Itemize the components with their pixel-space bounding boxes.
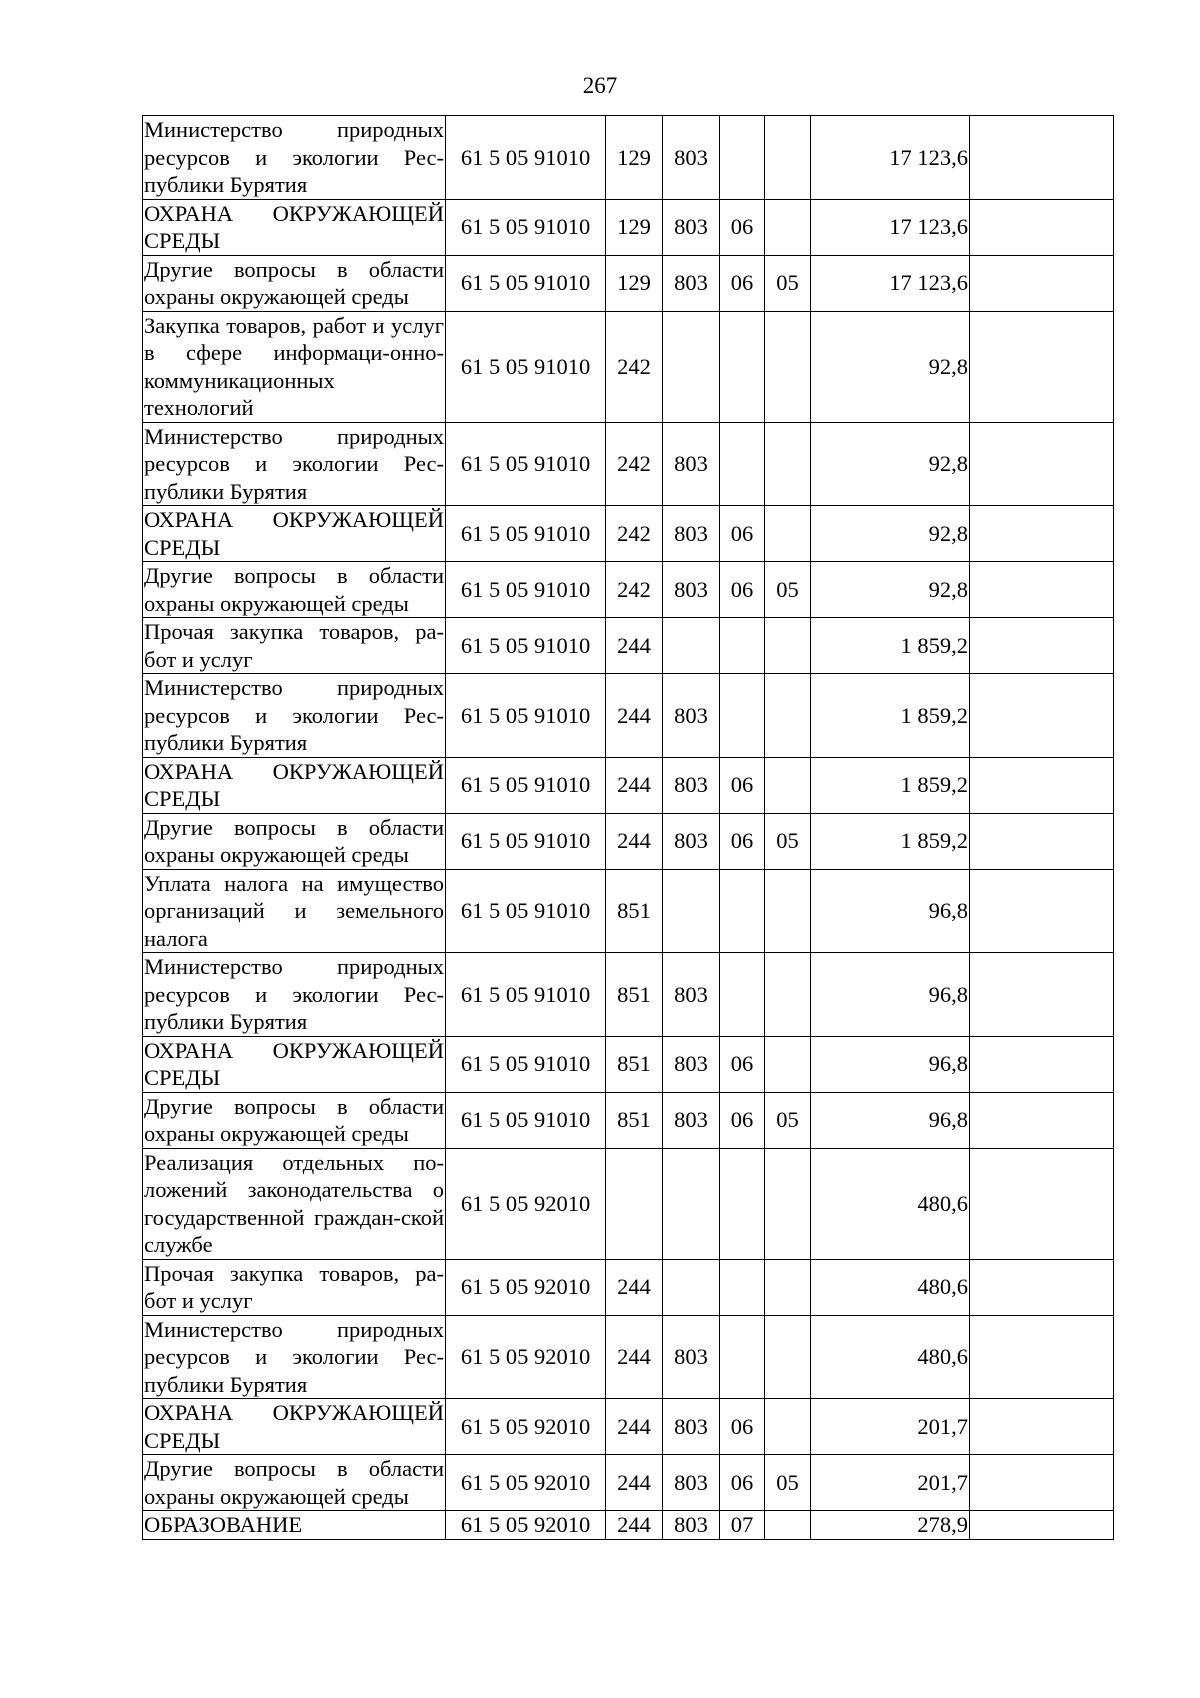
subsection-code-cell (765, 618, 811, 674)
empty-cell (970, 1315, 1114, 1399)
table-row (143, 116, 1114, 200)
row-name-cell: Закупка товаров, работ и услуг в сфере информаци-онно-коммуникационных технологий (144, 312, 444, 420)
section-code-cell: 06 (720, 1455, 765, 1511)
expense-type-cell: 244 (606, 1511, 663, 1540)
target-article-code-cell: 61 5 05 92010 (446, 1148, 606, 1259)
table-row (143, 953, 1114, 1037)
subsection-code-cell (765, 1259, 811, 1315)
row-name-cell: Прочая закупка товаров, ра-бот и услуг (144, 619, 444, 672)
table-row (143, 311, 1114, 422)
expense-type-cell: 851 (606, 1092, 663, 1148)
ministry-code-cell (663, 1148, 720, 1259)
table-row (143, 199, 1114, 255)
table-row (143, 1399, 1114, 1455)
target-article-code-cell: 61 5 05 91010 (446, 422, 606, 506)
row-name-cell: Другие вопросы в области охраны окружающей среды (144, 1456, 444, 1509)
empty-cell (970, 618, 1114, 674)
target-article-code-cell: 61 5 05 92010 (446, 1315, 606, 1399)
subsection-code-cell (765, 1148, 811, 1259)
target-article-code-cell: 61 5 05 91010 (446, 116, 606, 200)
amount-cell: 17 123,6 (811, 199, 970, 255)
section-code-cell: 07 (720, 1511, 765, 1540)
empty-cell (970, 1259, 1114, 1315)
empty-cell (970, 1399, 1114, 1455)
empty-cell (970, 813, 1114, 869)
ministry-code-cell (663, 1259, 720, 1315)
section-code-cell (720, 116, 765, 200)
section-code-cell (720, 311, 765, 422)
section-code-cell: 06 (720, 199, 765, 255)
row-name-cell: ОХРАНА ОКРУЖАЮЩЕЙ СРЕДЫ (144, 1037, 444, 1090)
empty-cell (970, 953, 1114, 1037)
expense-type-cell: 851 (606, 953, 663, 1037)
table-row (143, 813, 1114, 869)
amount-cell: 1 859,2 (811, 618, 970, 674)
section-code-cell (720, 1315, 765, 1399)
subsection-code-cell: 05 (765, 1455, 811, 1511)
target-article-code-cell: 61 5 05 91010 (446, 953, 606, 1037)
target-article-code-cell: 61 5 05 91010 (446, 618, 606, 674)
table-row (143, 1259, 1114, 1315)
expense-type-cell: 244 (606, 1399, 663, 1455)
subsection-code-cell: 05 (765, 255, 811, 311)
empty-cell (970, 1455, 1114, 1511)
row-name-cell: ОХРАНА ОКРУЖАЮЩЕЙ СРЕДЫ (144, 200, 444, 253)
section-code-cell: 06 (720, 1092, 765, 1148)
table-row (143, 562, 1114, 618)
expense-type-cell: 244 (606, 757, 663, 813)
subsection-code-cell: 05 (765, 562, 811, 618)
section-code-cell (720, 618, 765, 674)
subsection-code-cell (765, 1511, 811, 1540)
empty-cell (970, 757, 1114, 813)
subsection-code-cell (765, 311, 811, 422)
section-code-cell: 06 (720, 562, 765, 618)
ministry-code-cell: 803 (663, 757, 720, 813)
empty-cell (970, 506, 1114, 562)
amount-cell: 96,8 (811, 1092, 970, 1148)
expense-type-cell: 242 (606, 562, 663, 618)
subsection-code-cell (765, 116, 811, 200)
ministry-code-cell: 803 (663, 1315, 720, 1399)
budget-table (142, 115, 1114, 1540)
expense-type-cell: 129 (606, 116, 663, 200)
ministry-code-cell: 803 (663, 506, 720, 562)
target-article-code-cell: 61 5 05 91010 (446, 255, 606, 311)
subsection-code-cell (765, 757, 811, 813)
table-row (143, 674, 1114, 758)
amount-cell: 201,7 (811, 1399, 970, 1455)
target-article-code-cell: 61 5 05 91010 (446, 674, 606, 758)
expense-type-cell: 244 (606, 618, 663, 674)
section-code-cell: 06 (720, 506, 765, 562)
table-row (143, 1511, 1114, 1540)
amount-cell: 278,9 (811, 1511, 970, 1540)
section-code-cell (720, 1148, 765, 1259)
ministry-code-cell: 803 (663, 1399, 720, 1455)
ministry-code-cell: 803 (663, 116, 720, 200)
ministry-code-cell: 803 (663, 1036, 720, 1092)
expense-type-cell: 242 (606, 506, 663, 562)
empty-cell (970, 1092, 1114, 1148)
subsection-code-cell: 05 (765, 1092, 811, 1148)
expense-type-cell: 244 (606, 813, 663, 869)
section-code-cell: 06 (720, 1036, 765, 1092)
amount-cell: 480,6 (811, 1259, 970, 1315)
amount-cell: 17 123,6 (811, 255, 970, 311)
table-row (143, 757, 1114, 813)
section-code-cell (720, 422, 765, 506)
row-name-cell: Другие вопросы в области охраны окружающей среды (144, 814, 444, 867)
amount-cell: 480,6 (811, 1315, 970, 1399)
amount-cell: 96,8 (811, 869, 970, 953)
row-name-cell: Реализация отдельных по-ложений законодательства о государственной граждан-ской службе (144, 1149, 444, 1257)
expense-type-cell: 242 (606, 311, 663, 422)
amount-cell: 92,8 (811, 562, 970, 618)
ministry-code-cell: 803 (663, 422, 720, 506)
section-code-cell: 06 (720, 255, 765, 311)
empty-cell (970, 116, 1114, 200)
ministry-code-cell: 803 (663, 674, 720, 758)
amount-cell: 96,8 (811, 1036, 970, 1092)
ministry-code-cell: 803 (663, 813, 720, 869)
subsection-code-cell (765, 422, 811, 506)
table-row (143, 869, 1114, 953)
target-article-code-cell: 61 5 05 92010 (446, 1259, 606, 1315)
expense-type-cell: 244 (606, 1259, 663, 1315)
subsection-code-cell (765, 506, 811, 562)
amount-cell: 1 859,2 (811, 813, 970, 869)
empty-cell (970, 1036, 1114, 1092)
amount-cell: 480,6 (811, 1148, 970, 1259)
page-number: 267 (582, 73, 618, 98)
row-name-cell: Министерство природных ресурсов и экологии Рес-публики Бурятия (144, 954, 444, 1034)
expense-type-cell: 244 (606, 1455, 663, 1511)
row-name-cell: Прочая закупка товаров, ра-бот и услуг (144, 1260, 444, 1313)
table-row (143, 506, 1114, 562)
row-name-cell: ОХРАНА ОКРУЖАЮЩЕЙ СРЕДЫ (144, 1400, 444, 1453)
ministry-code-cell: 803 (663, 199, 720, 255)
expense-type-cell: 129 (606, 255, 663, 311)
section-code-cell (720, 674, 765, 758)
row-name-cell: Другие вопросы в области охраны окружающей среды (144, 1093, 444, 1146)
subsection-code-cell (765, 869, 811, 953)
row-name-cell: Министерство природных ресурсов и экологии Рес-публики Бурятия (144, 117, 444, 197)
table-row (143, 1455, 1114, 1511)
row-name-cell: Другие вопросы в области охраны окружающей среды (144, 256, 444, 309)
table-row (143, 1092, 1114, 1148)
ministry-code-cell: 803 (663, 1092, 720, 1148)
section-code-cell: 06 (720, 813, 765, 869)
section-code-cell (720, 869, 765, 953)
target-article-code-cell: 61 5 05 91010 (446, 506, 606, 562)
target-article-code-cell: 61 5 05 91010 (446, 562, 606, 618)
expense-type-cell: 851 (606, 1036, 663, 1092)
subsection-code-cell (765, 953, 811, 1037)
empty-cell (970, 674, 1114, 758)
empty-cell (970, 255, 1114, 311)
section-code-cell (720, 953, 765, 1037)
empty-cell (970, 311, 1114, 422)
ministry-code-cell: 803 (663, 1511, 720, 1540)
table-row (143, 255, 1114, 311)
row-name-cell: Министерство природных ресурсов и экологии Рес-публики Бурятия (144, 1316, 444, 1397)
target-article-code-cell: 61 5 05 92010 (446, 1399, 606, 1455)
target-article-code-cell: 61 5 05 91010 (446, 1036, 606, 1092)
target-article-code-cell: 61 5 05 91010 (446, 813, 606, 869)
table-row (143, 618, 1114, 674)
target-article-code-cell: 61 5 05 92010 (446, 1455, 606, 1511)
subsection-code-cell (765, 1399, 811, 1455)
ministry-code-cell: 803 (663, 562, 720, 618)
subsection-code-cell (765, 1036, 811, 1092)
table-body (143, 116, 1114, 1540)
empty-cell (970, 869, 1114, 953)
row-name-cell: Уплата налога на имущество организаций и земельного налога (144, 870, 444, 951)
empty-cell (970, 1148, 1114, 1259)
table-row (143, 422, 1114, 506)
expense-type-cell: 129 (606, 199, 663, 255)
expense-type-cell: 244 (606, 1315, 663, 1399)
row-name-cell: Министерство природных ресурсов и экологии Рес-публики Бурятия (144, 423, 444, 504)
subsection-code-cell (765, 1315, 811, 1399)
target-article-code-cell: 61 5 05 91010 (446, 199, 606, 255)
table-row (143, 1148, 1114, 1259)
expense-type-cell: 244 (606, 674, 663, 758)
target-article-code-cell: 61 5 05 91010 (446, 757, 606, 813)
subsection-code-cell (765, 199, 811, 255)
ministry-code-cell (663, 311, 720, 422)
table-row (143, 1036, 1114, 1092)
empty-cell (970, 199, 1114, 255)
section-code-cell: 06 (720, 1399, 765, 1455)
section-code-cell (720, 1259, 765, 1315)
ministry-code-cell (663, 869, 720, 953)
target-article-code-cell: 61 5 05 91010 (446, 311, 606, 422)
amount-cell: 92,8 (811, 506, 970, 562)
ministry-code-cell (663, 618, 720, 674)
ministry-code-cell: 803 (663, 1455, 720, 1511)
amount-cell: 92,8 (811, 311, 970, 422)
row-name-cell: ОХРАНА ОКРУЖАЮЩЕЙ СРЕДЫ (144, 507, 444, 560)
ministry-code-cell: 803 (663, 255, 720, 311)
row-name-cell: ОБРАЗОВАНИЕ (143, 1511, 446, 1540)
target-article-code-cell: 61 5 05 91010 (446, 869, 606, 953)
section-code-cell: 06 (720, 757, 765, 813)
subsection-code-cell (765, 674, 811, 758)
expense-type-cell: 851 (606, 869, 663, 953)
row-name-cell: Министерство природных ресурсов и экологии Рес-публики Бурятия (144, 675, 444, 755)
amount-cell: 96,8 (811, 953, 970, 1037)
amount-cell: 92,8 (811, 422, 970, 506)
row-name-cell: Другие вопросы в области охраны окружающей среды (144, 563, 444, 616)
table-row (143, 1315, 1114, 1399)
target-article-code-cell: 61 5 05 92010 (446, 1511, 606, 1540)
amount-cell: 201,7 (811, 1455, 970, 1511)
amount-cell: 1 859,2 (811, 674, 970, 758)
empty-cell (970, 1511, 1114, 1540)
empty-cell (970, 562, 1114, 618)
empty-cell (970, 422, 1114, 506)
expense-type-cell (606, 1148, 663, 1259)
amount-cell: 17 123,6 (811, 116, 970, 200)
subsection-code-cell: 05 (765, 813, 811, 869)
target-article-code-cell: 61 5 05 91010 (446, 1092, 606, 1148)
ministry-code-cell: 803 (663, 953, 720, 1037)
row-name-cell: ОХРАНА ОКРУЖАЮЩЕЙ СРЕДЫ (144, 758, 444, 811)
amount-cell: 1 859,2 (811, 757, 970, 813)
expense-type-cell: 242 (606, 422, 663, 506)
